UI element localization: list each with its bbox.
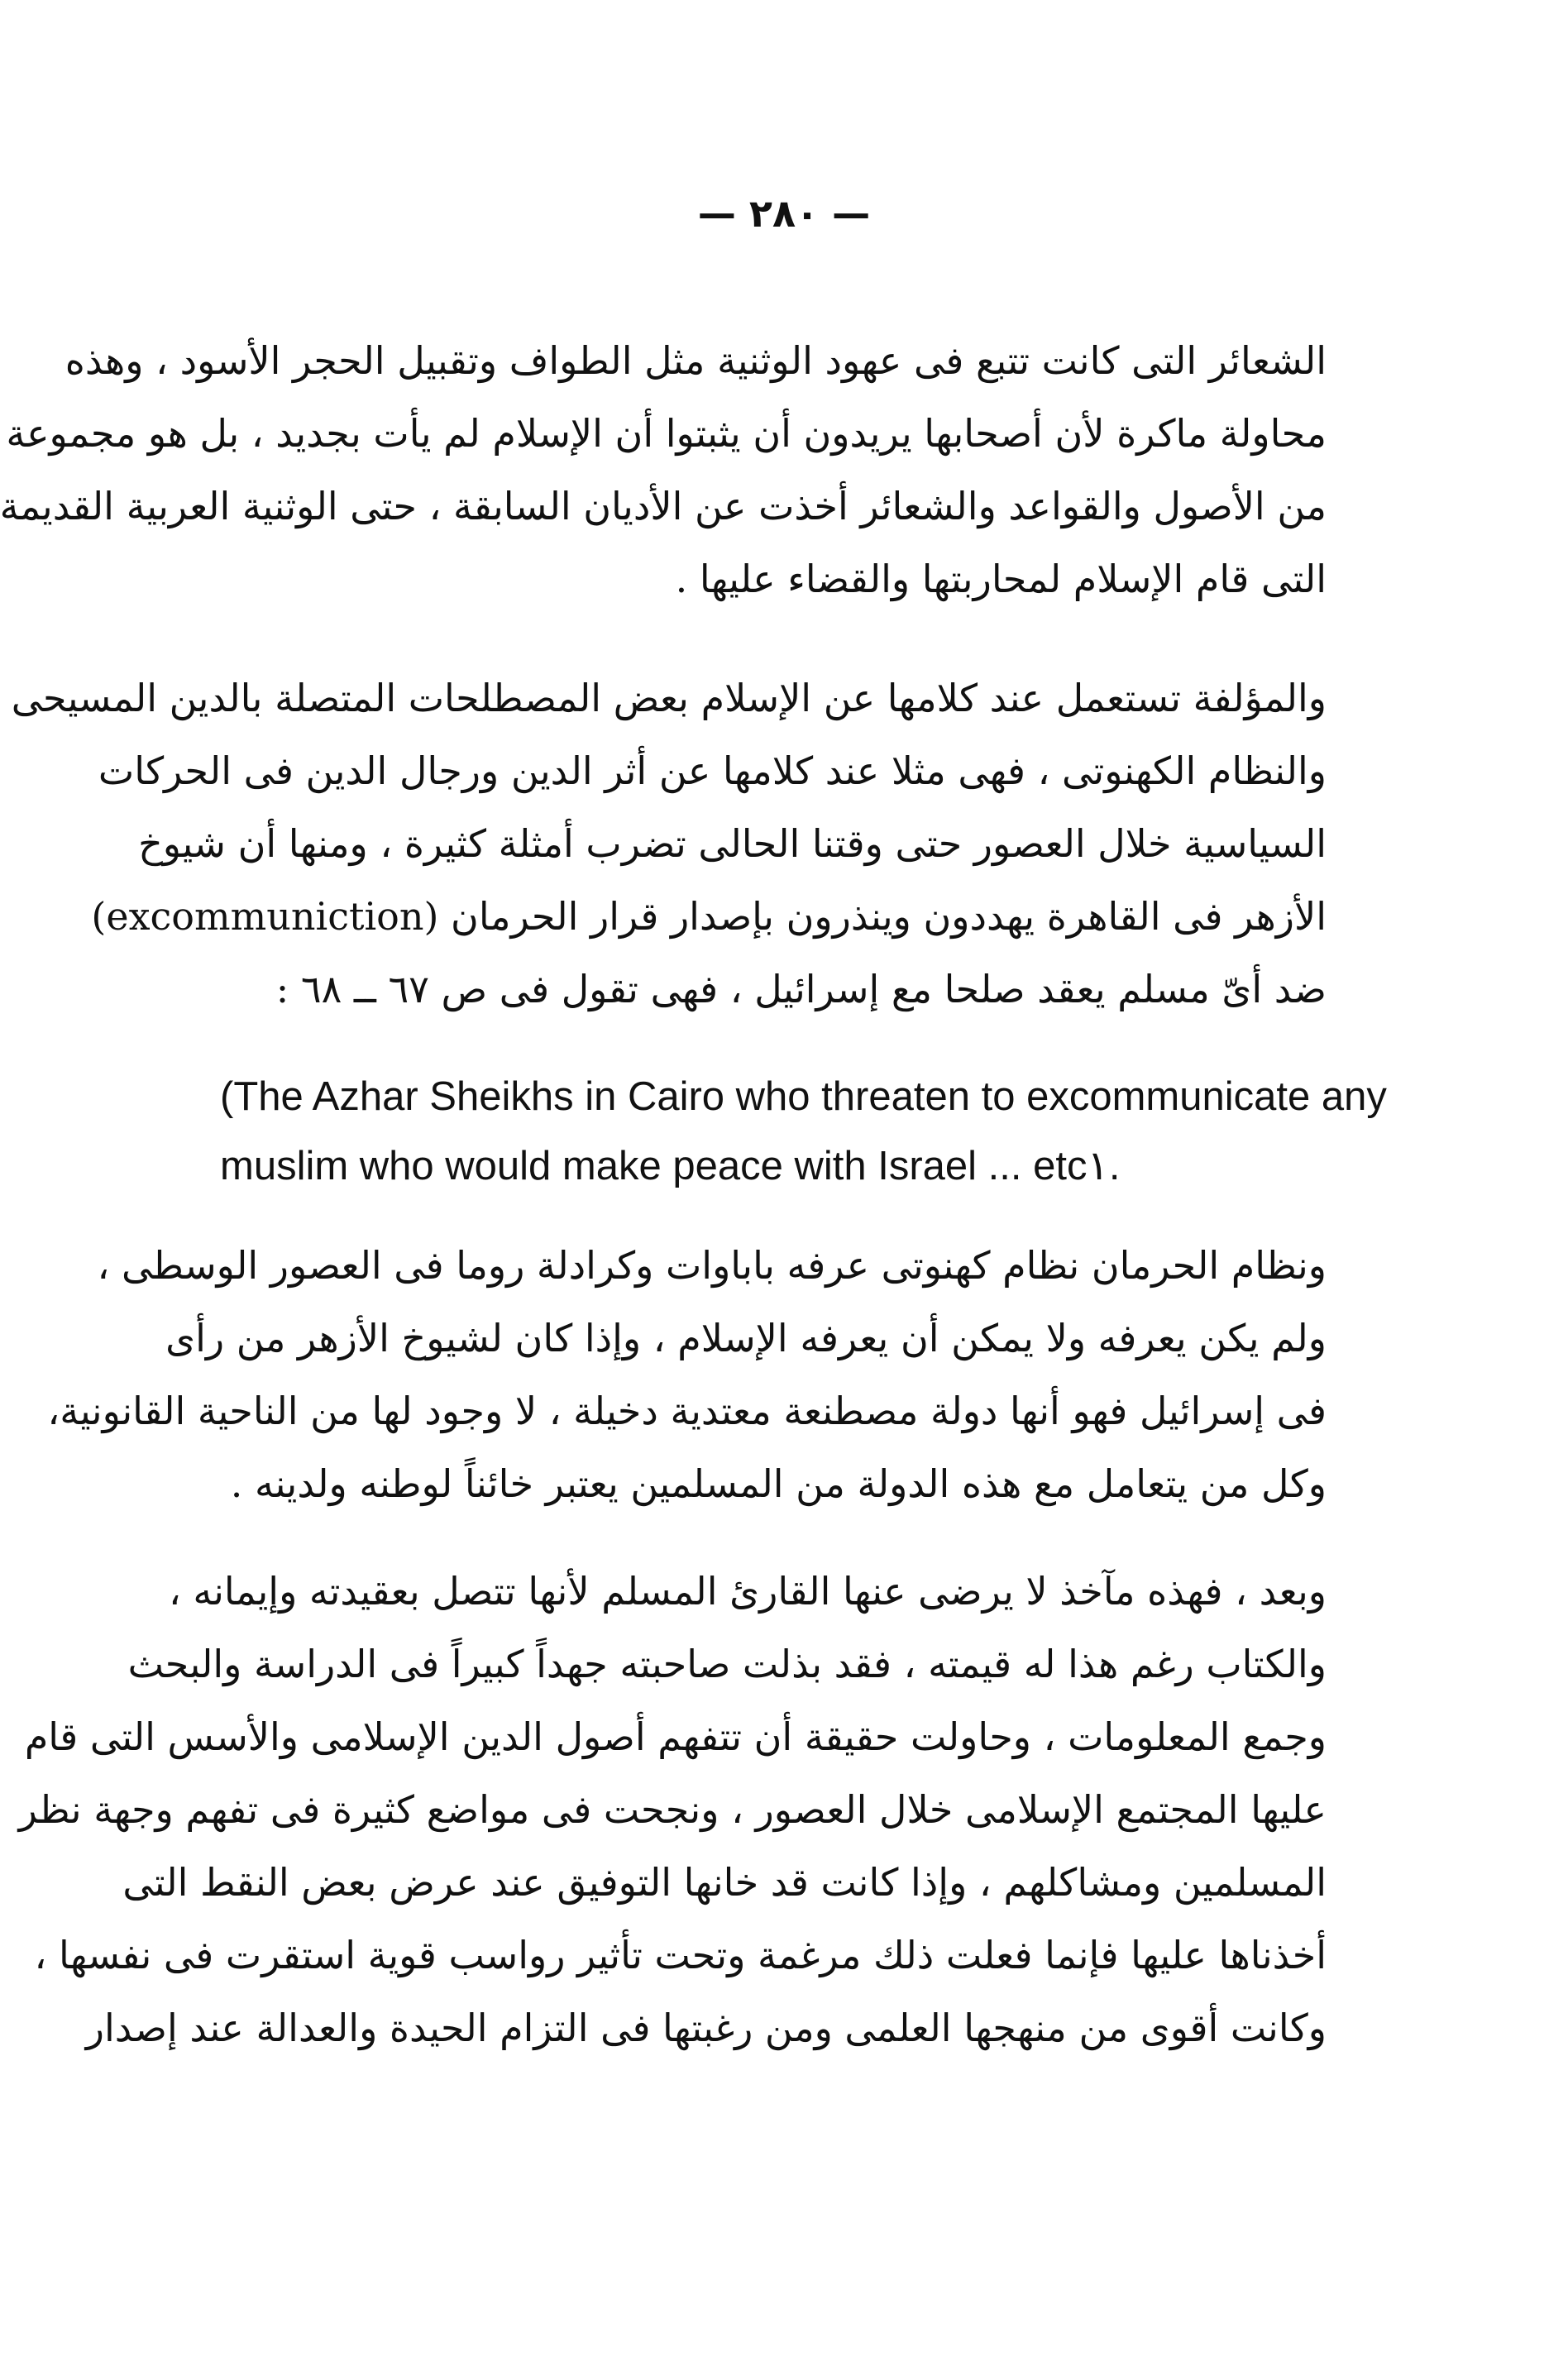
text-line: والكتاب رغم هذا له قيمته ، فقد بذلت صاحبته جهداً كبيراً فى الدراسة والبحث	[127, 1642, 1327, 1686]
text-line: والنظام الكهنوتى ، فهى مثلا عند كلامها عن أثر الدين ورجال الدين فى الحركات	[98, 748, 1327, 793]
paragraph-2	[11, 662, 1327, 1026]
text-line: ولم يكن يعرفه ولا يمكن أن يعرفه الإسلام ، وإذا كان لشيوخ الأزهر من رأى	[165, 1316, 1327, 1360]
text-line: والمؤلفة تستعمل عند كلامها عن الإسلام بعض المصطلحات المتصلة بالدين المسيحى	[11, 676, 1327, 720]
text-line: أخذناها عليها فإنما فعلت ذلك مرغمة وتحت تأثير رواسب قوية استقرت فى نفسها ،	[34, 1933, 1327, 1977]
text-line: (The Azhar Sheikhs in Cairo who threaten to excommunicate any	[220, 1074, 1387, 1119]
text-line: عليها المجتمع الإسلامى خلال العصور ، ونجحت فى مواضع كثيرة فى تفهم وجهة نظر	[18, 1787, 1327, 1832]
text-line: وكانت أقوى من منهجها العلمى ومن رغبتها فى التزام الحيدة والعدالة عند إصدار	[85, 2006, 1327, 2050]
text-line: وجمع المعلومات ، وحاولت حقيقة أن تتفهم أصول الدين الإسلامى والأسس التى قام	[24, 1714, 1327, 1759]
text-line: muslim who would make peace with Israel ... etc١.	[220, 1144, 1121, 1188]
text-line: من الأصول والقواعد والشعائر أخذت عن الأديان السابقة ، حتى الوثنية العربية القديمة	[0, 484, 1327, 528]
page-number: — ٢٨٠ —	[697, 191, 871, 236]
text-line: السياسية خلال العصور حتى وقتنا الحالى تضرب أمثلة كثيرة ، ومنها أن شيوخ	[138, 821, 1327, 866]
paragraph-1	[0, 324, 1327, 615]
text-line: محاولة ماكرة لأن أصحابها يريدون أن يثبتوا أن الإسلام لم يأت بجديد ، بل هو مجموعة	[6, 411, 1327, 456]
text-line: وكل من يتعامل مع هذه الدولة من المسلمين يعتبر خائناً لوطنه ولدينه .	[230, 1461, 1327, 1506]
paragraph-3	[47, 1229, 1327, 1520]
english-quote	[220, 1062, 1387, 1201]
text-line: الشعائر التى كانت تتبع فى عهود الوثنية مثل الطواف وتقبيل الحجر الأسود ، وهذه	[65, 338, 1327, 383]
text-line: فى إسرائيل فهو أنها دولة مصطنعة معتدية دخيلة ، لا وجود لها من الناحية القانونية،	[47, 1389, 1327, 1433]
text-line: الأزهر فى القاهرة يهددون وينذرون بإصدار قرار الحرمان (excommuniction)	[91, 894, 1327, 939]
text-line: ضد أىّ مسلم يعقد صلحا مع إسرائيل ، فهى تقول فى ص ٦٧ ــ ٦٨ :	[275, 967, 1327, 1011]
paragraph-4	[18, 1555, 1327, 2064]
text-line: ونظام الحرمان نظام كهنوتى عرفه باباوات وكرادلة روما فى العصور الوسطى ،	[97, 1243, 1327, 1288]
text-line: وبعد ، فهذه مآخذ لا يرضى عنها القارئ المسلم لأنها تتصل بعقيدته وإيمانه ،	[168, 1569, 1327, 1614]
text-line: التى قام الإسلام لمحاربتها والقضاء عليها .	[675, 557, 1327, 601]
text-line: المسلمين ومشاكلهم ، وإذا كانت قد خانها التوفيق عند عرض بعض النقط التى	[122, 1860, 1327, 1905]
